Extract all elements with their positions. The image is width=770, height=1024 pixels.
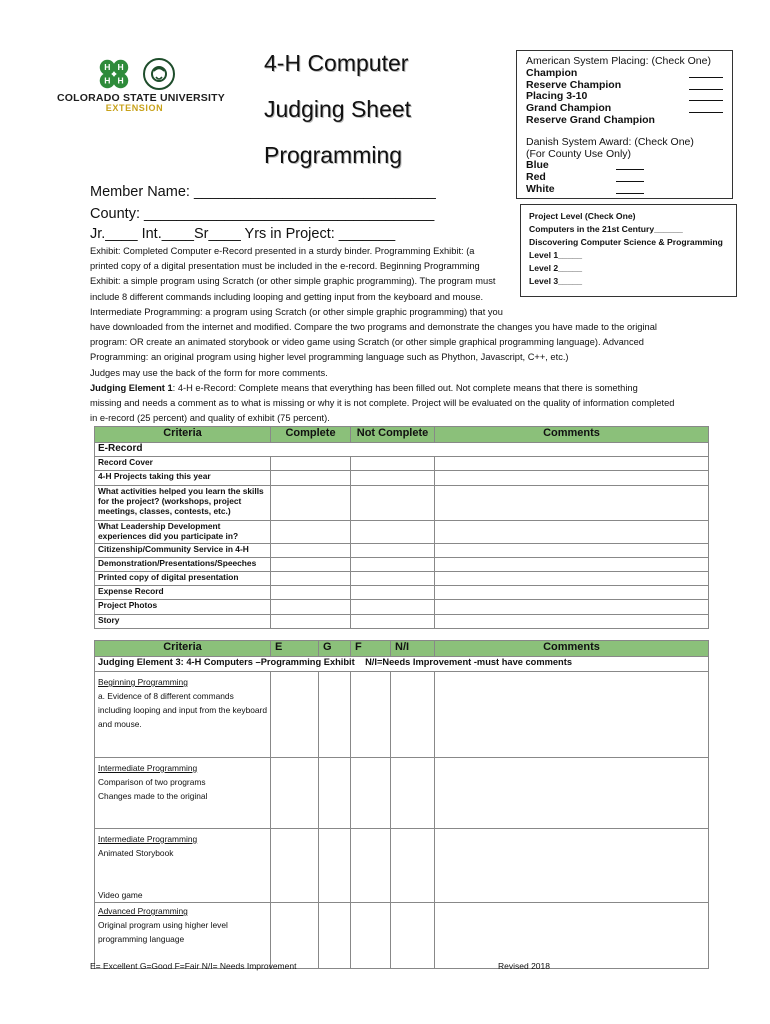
option-champion[interactable]: Champion	[526, 68, 723, 80]
table-row: Record Cover	[95, 457, 709, 471]
excellent-cell[interactable]	[271, 758, 319, 829]
description-line: Exhibit: a simple program using Scratch (or other simple graphic programming). The program must	[90, 276, 496, 287]
csu-extension-logo	[57, 55, 225, 115]
judging-element-1-line: in e-record (25 percent) and quality of exhibit (75 percent).	[90, 413, 330, 424]
erecord-table	[94, 426, 709, 629]
page-title-line-2: Judging Sheet	[264, 96, 412, 122]
table-row: Advanced Programming Original program using higher level programming language	[95, 903, 709, 969]
option-reserve-champion[interactable]: Reserve Champion	[526, 80, 723, 92]
danish-system-note: (For County Use Only)	[526, 147, 632, 160]
complete-cell[interactable]	[271, 457, 351, 471]
four-h-clover-icon	[95, 55, 133, 93]
page-title-line-1: 4-H Computer	[264, 50, 409, 76]
member-name-field[interactable]: Member Name: ______________________________	[90, 184, 436, 200]
comments-cell[interactable]	[435, 485, 709, 520]
american-system-heading: American System Placing: (Check One)	[526, 55, 711, 67]
table-row: Citizenship/Community Service in 4-H	[95, 543, 709, 557]
complete-cell[interactable]	[271, 614, 351, 628]
rating-legend: E= Excellent G=Good F=Fair N/I= Needs Improvement	[90, 961, 297, 971]
not-complete-cell[interactable]	[351, 614, 435, 628]
section-label: E-Record	[95, 443, 709, 457]
complete-cell[interactable]	[271, 586, 351, 600]
project-level-item[interactable]: Computers in the 21st Century______	[529, 224, 683, 234]
comments-cell[interactable]	[435, 557, 709, 571]
not-complete-cell[interactable]	[351, 557, 435, 571]
needs-improvement-cell[interactable]	[391, 903, 435, 969]
description-line: Judges may use the back of the form for more comments.	[90, 367, 328, 378]
column-header: G	[319, 641, 351, 657]
table-header	[95, 427, 709, 443]
complete-cell[interactable]	[271, 520, 351, 543]
table-header	[95, 641, 709, 657]
column-header: Comments	[435, 427, 709, 443]
fair-cell[interactable]	[351, 829, 391, 903]
option-grand-champion[interactable]: Grand Champion	[526, 103, 723, 115]
svg-text:H: H	[117, 75, 124, 86]
fair-cell[interactable]	[351, 903, 391, 969]
section-label: Judging Element 3: 4-H Computers –Programming Exhibit N/I=Needs Improvement -must have comments	[95, 657, 709, 672]
comments-cell[interactable]	[435, 829, 709, 903]
csu-ram-icon	[143, 58, 175, 90]
placing-award-box	[516, 50, 733, 199]
checkbox-line	[616, 172, 644, 182]
description-line: include 8 different commands including looping and getting input from the keyboard and mouse.	[90, 291, 484, 302]
complete-cell[interactable]	[271, 471, 351, 485]
good-cell[interactable]	[319, 672, 351, 758]
column-header: Not Complete	[351, 427, 435, 443]
excellent-cell[interactable]	[271, 829, 319, 903]
criteria-title: Intermediate Programming	[98, 763, 198, 773]
project-level-heading: Project Level (Check One)	[529, 211, 636, 221]
comments-cell[interactable]	[435, 758, 709, 829]
judging-element-1-line: missing and needs a comment as to what is missing or why it is not complete. Project will be evaluated on the quality of information completed	[90, 398, 675, 409]
complete-cell[interactable]	[271, 571, 351, 585]
not-complete-cell[interactable]	[351, 485, 435, 520]
danish-system-heading: Danish System Award: (Check One)	[526, 135, 694, 148]
good-cell[interactable]	[319, 829, 351, 903]
table-row: Intermediate Programming Animated Storybook Video game	[95, 829, 709, 903]
table-row: 4-H Projects taking this year	[95, 471, 709, 485]
page-title-line-3: Programming	[264, 142, 403, 168]
column-header: Criteria	[95, 427, 271, 443]
not-complete-cell[interactable]	[351, 600, 435, 614]
comments-cell[interactable]	[435, 600, 709, 614]
exhibit-description	[90, 244, 680, 426]
comments-cell[interactable]	[435, 571, 709, 585]
column-header: N/I	[391, 641, 435, 657]
description-line: program: OR create an animated storybook or video game using Scratch (or other simple graphical programming language). Advanced	[90, 337, 644, 348]
column-header: Comments	[435, 641, 709, 657]
not-complete-cell[interactable]	[351, 471, 435, 485]
table-row: Intermediate Programming Comparison of two programs Changes made to the original	[95, 758, 709, 829]
checkbox-line	[689, 103, 723, 113]
criteria-title: Beginning Programming	[98, 677, 188, 687]
project-level-item[interactable]: Level 1_____	[529, 250, 583, 260]
complete-cell[interactable]	[271, 557, 351, 571]
needs-improvement-cell[interactable]	[391, 758, 435, 829]
description-line: printed copy of a digital presentation must be included in the e-record. Beginning Programming	[90, 261, 480, 272]
judging-element-1-line: Judging Element 1: 4-H e-Record: Complete means that everything has been filled out. Not complete means that there is something	[90, 382, 638, 393]
fair-cell[interactable]	[351, 758, 391, 829]
project-level-item[interactable]: Level 3_____	[529, 276, 583, 286]
excellent-cell[interactable]	[271, 672, 319, 758]
comments-cell[interactable]	[435, 520, 709, 543]
good-cell[interactable]	[319, 903, 351, 969]
checkbox-line	[689, 91, 723, 101]
column-header: Complete	[271, 427, 351, 443]
table-row: Printed copy of digital presentation	[95, 571, 709, 585]
description-line: have downloaded from the internet and modified. Compare the two programs and demonstrate the changes you have made to the original	[90, 322, 657, 333]
description-line: Intermediate Programming: a program using Scratch (or other simple graphic programming) that you	[90, 306, 503, 317]
table-row: Project Photos	[95, 600, 709, 614]
not-complete-cell[interactable]	[351, 586, 435, 600]
project-level-item[interactable]: Discovering Computer Science & Programming	[529, 237, 723, 247]
good-cell[interactable]	[319, 758, 351, 829]
checkbox-line	[689, 80, 723, 90]
comments-cell[interactable]	[435, 457, 709, 471]
fair-cell[interactable]	[351, 672, 391, 758]
programming-exhibit-table	[94, 640, 709, 969]
complete-cell[interactable]	[271, 485, 351, 520]
column-header: F	[351, 641, 391, 657]
table-row: What activities helped you learn the skills for the project? (workshops, project meetings, classes, contests, etc.)	[95, 485, 709, 520]
comments-cell[interactable]	[435, 614, 709, 628]
table-row: Expense Record	[95, 586, 709, 600]
extension-label: EXTENSION	[105, 103, 164, 113]
comments-cell[interactable]	[435, 903, 709, 969]
excellent-cell[interactable]	[271, 903, 319, 969]
comments-cell[interactable]	[435, 586, 709, 600]
university-name: COLORADO STATE UNIVERSITY	[57, 92, 225, 104]
table-row: What Leadership Development experiences did you participate in?	[95, 520, 709, 543]
svg-text:H: H	[117, 62, 124, 73]
comments-cell[interactable]	[435, 672, 709, 758]
comments-cell[interactable]	[435, 543, 709, 557]
complete-cell[interactable]	[271, 543, 351, 557]
criteria-title: Intermediate Programming	[98, 834, 198, 844]
checkbox-line	[689, 68, 723, 78]
option-red[interactable]: Red	[526, 172, 644, 184]
project-level-item[interactable]: Level 2_____	[529, 263, 583, 273]
column-header: Criteria	[95, 641, 271, 657]
needs-improvement-cell[interactable]	[391, 672, 435, 758]
table-row: Demonstration/Presentations/Speeches	[95, 557, 709, 571]
option-placing[interactable]: Placing 3-10	[526, 91, 723, 103]
county-field[interactable]: County: ____________________________________	[90, 206, 435, 222]
option-reserve-grand-champion[interactable]: Reserve Grand Champion	[526, 113, 655, 126]
not-complete-cell[interactable]	[351, 571, 435, 585]
table-row: Beginning Programming a. Evidence of 8 different commands including looping and input from the keyboard and mouse.	[95, 672, 709, 758]
option-white[interactable]: White	[526, 184, 644, 196]
checkbox-line	[616, 184, 644, 194]
revision-date: Revised 2018	[498, 961, 550, 971]
not-complete-cell[interactable]	[351, 520, 435, 543]
column-header: E	[271, 641, 319, 657]
svg-text:H: H	[104, 62, 111, 73]
description-line: Programming: an original program using higher level programming language such as Phython, Javascript, C++, etc.)	[90, 352, 569, 363]
not-complete-cell[interactable]	[351, 457, 435, 471]
needs-improvement-cell[interactable]	[391, 829, 435, 903]
division-years-field[interactable]: Jr.____ Int.____Sr____ Yrs in Project: _______	[90, 226, 396, 242]
comments-cell[interactable]	[435, 471, 709, 485]
not-complete-cell[interactable]	[351, 543, 435, 557]
option-blue[interactable]: Blue	[526, 160, 644, 172]
table-row: Story	[95, 614, 709, 628]
complete-cell[interactable]	[271, 600, 351, 614]
description-line: Exhibit: Completed Computer e-Record presented in a sturdy binder. Programming Exhibit: (a	[90, 246, 475, 256]
checkbox-line	[616, 160, 644, 170]
svg-text:H: H	[104, 75, 111, 86]
criteria-title: Advanced Programming	[98, 906, 188, 916]
